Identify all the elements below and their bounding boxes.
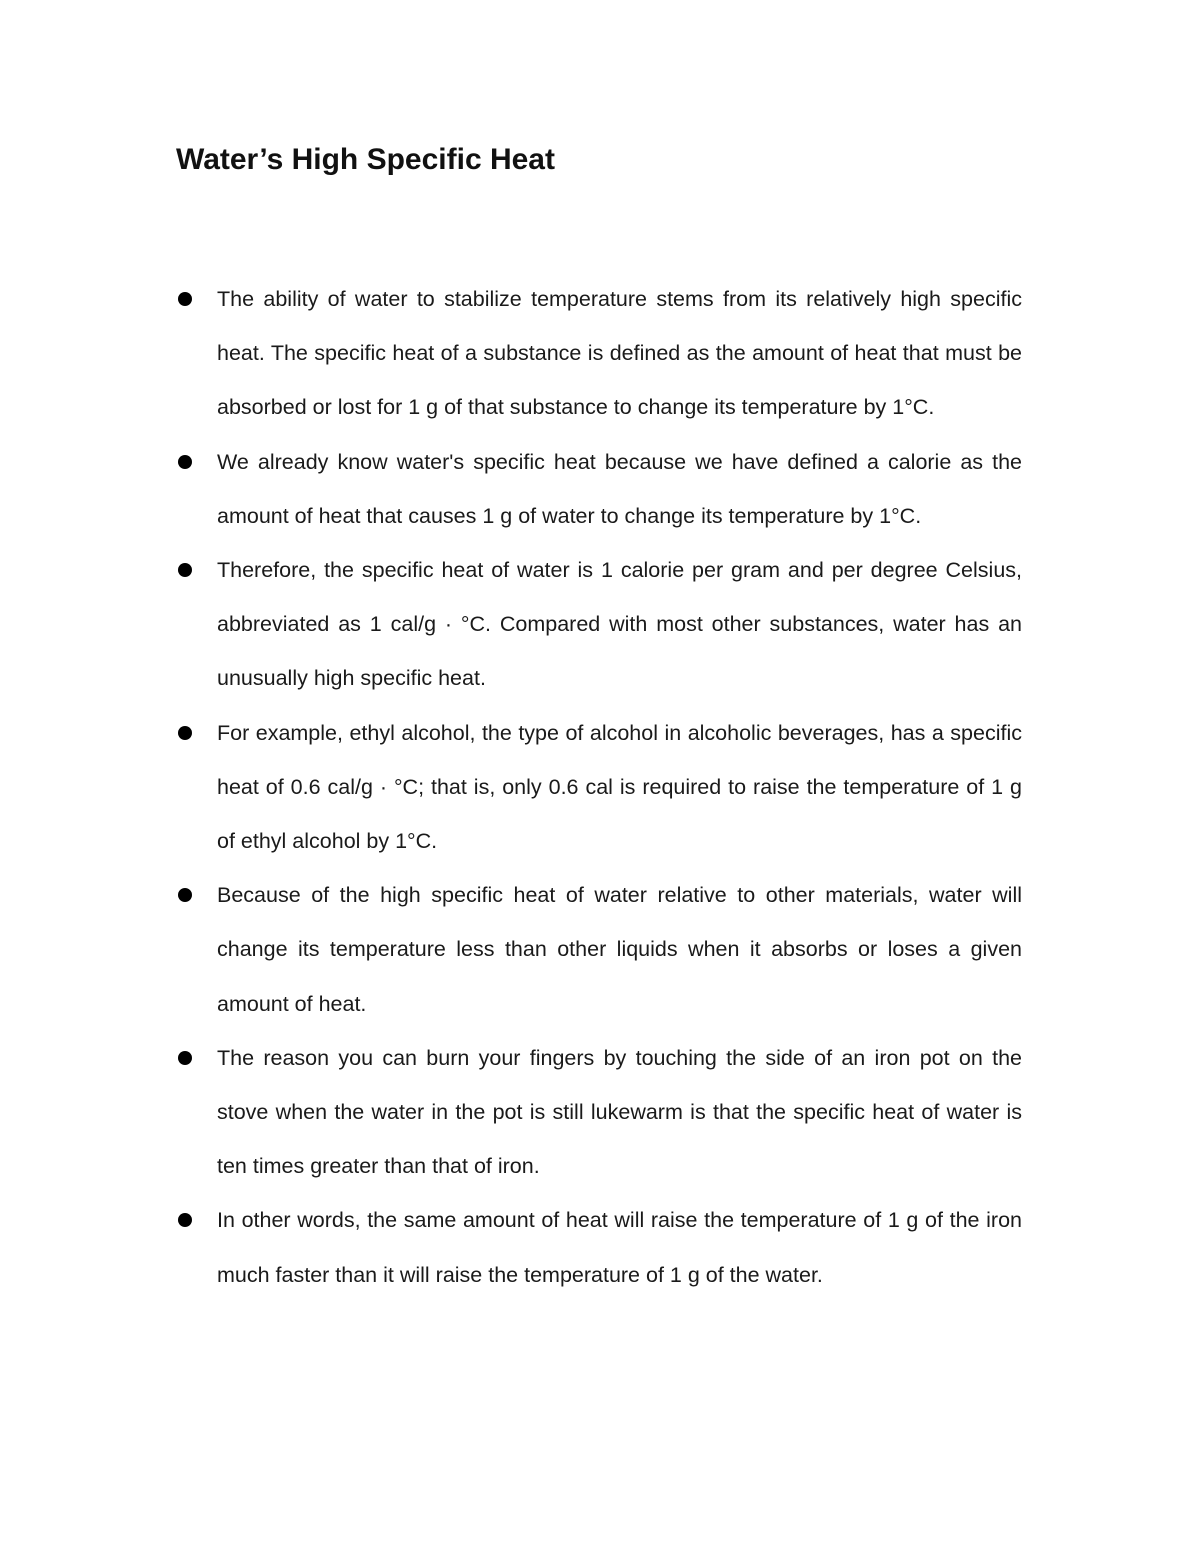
list-item-text: For example, ethyl alcohol, the type of alcohol in alcoholic beverages, has a specific heat of 0.6 cal/g · °C; that is, only 0.6 cal is required to raise the temperature of 1 g of ethyl alcohol by 1°C.: [217, 720, 1022, 854]
list-item-text: The reason you can burn your fingers by touching the side of an iron pot on the stove when the water in the pot is still lukewarm is that the specific heat of water is ten times greater than that of iron.: [217, 1045, 1022, 1179]
bullet-icon: [178, 455, 192, 469]
list-item-text: We already know water's specific heat because we have defined a calorie as the amount of heat that causes 1 g of water to change its temperature by 1°C.: [217, 449, 1022, 528]
list-item: [176, 868, 1022, 1031]
list-item: [176, 272, 1022, 435]
list-item-text: Therefore, the specific heat of water is 1 calorie per gram and per degree Celsius, abbreviated as 1 cal/g · °C. Compared with most other substances, water has an unusually high specific heat.: [217, 558, 1022, 691]
bullet-list: [176, 272, 1022, 1302]
document-title: Water’s High Specific Heat: [176, 143, 555, 176]
list-item: [176, 1193, 1022, 1301]
bullet-icon: [178, 888, 192, 902]
bullet-icon: [178, 292, 192, 306]
list-item: [176, 1031, 1022, 1194]
list-item: [176, 543, 1022, 706]
bullet-icon: [178, 726, 192, 740]
bullet-icon: [178, 1051, 192, 1065]
list-item-text: In other words, the same amount of heat will raise the temperature of 1 g of the iron much faster than it will raise the temperature of 1 g of the water.: [217, 1208, 1022, 1287]
list-item: [176, 706, 1022, 869]
list-item: [176, 435, 1022, 543]
bullet-icon: [178, 563, 192, 577]
list-item-text: Because of the high specific heat of water relative to other materials, water will change its temperature less than other liquids when it absorbs or loses a given amount of heat.: [217, 883, 1022, 1016]
list-item-text: The ability of water to stabilize temperature stems from its relatively high specific heat. The specific heat of a substance is defined as the amount of heat that must be absorbed or lost for 1 g of that substance to change its temperature by 1°C.: [217, 287, 1022, 420]
bullet-icon: [178, 1213, 192, 1227]
